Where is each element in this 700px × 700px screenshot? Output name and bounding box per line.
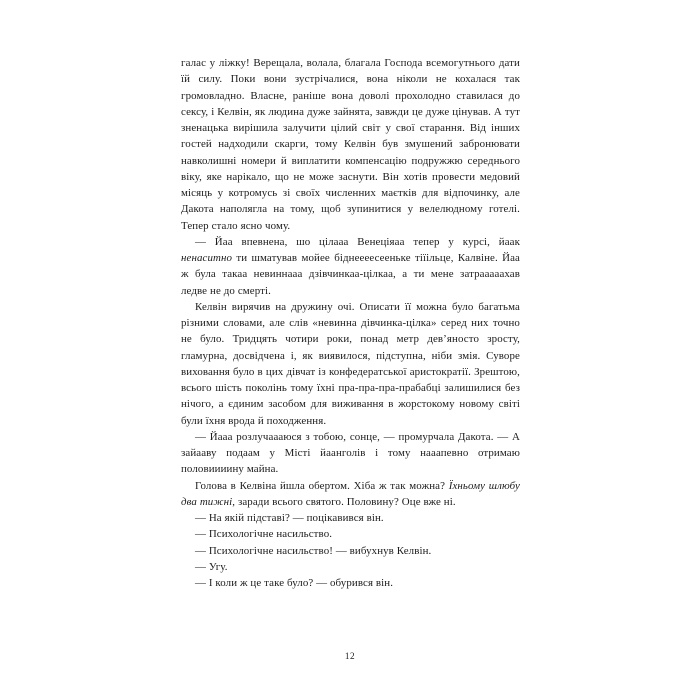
text-run: — Психологічне насильство. <box>195 528 333 541</box>
body-paragraph <box>181 55 520 234</box>
text-run: ти шматував мойее біднеееесееньке тіїільце, Калвіне. Йаа ж була такаа невиннааа дзівчинкаа-цілкаа, а ти мене затрааааахав ледве не до смерті. <box>181 252 520 297</box>
body-paragraph <box>181 478 520 511</box>
text-run: — Йаа впевнена, шо цілааа Венеціяаа тепер у курсі, йаак <box>195 235 520 248</box>
body-paragraph <box>181 429 520 478</box>
text-run: — І коли ж це таке було? — обурився він. <box>195 577 394 589</box>
page-text-block <box>181 55 520 591</box>
text-run: — Йааа розлучаааюся з тобою, сонце, — промурчала Дакота. — А зайааву подаам у Місті йаанголів і тому нааапевно отримаю половиииину майна. <box>181 430 520 476</box>
dialogue-line <box>181 543 520 559</box>
dialogue-line <box>181 526 520 542</box>
body-paragraph <box>181 299 520 429</box>
emphasis-text: ненаситно <box>181 252 233 264</box>
emphasis-text: Їхньому шлюбу два тижні <box>181 479 520 508</box>
dialogue-line <box>181 559 520 575</box>
page-number: 12 <box>344 651 356 661</box>
dialogue-line <box>181 575 520 591</box>
text-run: — Психологічне насильство! — вибухнув Келвін. <box>195 544 432 557</box>
text-run: — Угу. <box>195 560 228 573</box>
text-run: галас у ліжку! Верещала, волала, благала Господа всемогутнього дати їй силу. Поки вони зустрічалися, вона ніколи не кохалася так громовладно. Власне, раніше вона доволі прохолодно ставилася до сексу, і Келвін, як людина дуже зайнята, завжди це дуже цінував. А тут зненацька вирішила залучити цілий світ у свої старання. Від інших гостей надходили скарги, тому Келвін був змушений забронювати навколишні номери й виплатити компенсацію подружжю середнього віку, яке нарікало, що не може заснути. Він хотів провести медовий місяць у котромусь зі своїх численних маєтків для відпочинку, але Дакота наполягла на тому, щоб зупинитися у велелюдному готелі. Тепер стало ясно чому. <box>181 57 520 232</box>
text-run: Голова в Келвіна йшла обертом. Хіба ж так можна? <box>195 479 449 492</box>
text-run: Келвін вирячив на дружину очі. Описати її можна було багатьма різними словами, але слів «невинна дівчинка-цілка» серед них точно не було. Тридцять чотири роки, понад метр дев’яносто зросту, гламурна, досвідчена і, як виявилося, підступна, ніби змія. Суворе виховання було в цих дівчат із конфедератської аристократії. Зрештою, всього шість поколінь тому їхні пра-пра-пра-прабабці залишилися без нічого, а єдиним засобом для виживання в жорстокому новому світі були їхня врода й походження. <box>181 300 520 427</box>
text-run: — На якій підставі? — поцікавився він. <box>195 512 384 524</box>
body-paragraph <box>181 234 520 299</box>
text-run: , заради всього святого. Половину? Оце вже ні. <box>232 495 456 508</box>
dialogue-line <box>181 510 520 526</box>
